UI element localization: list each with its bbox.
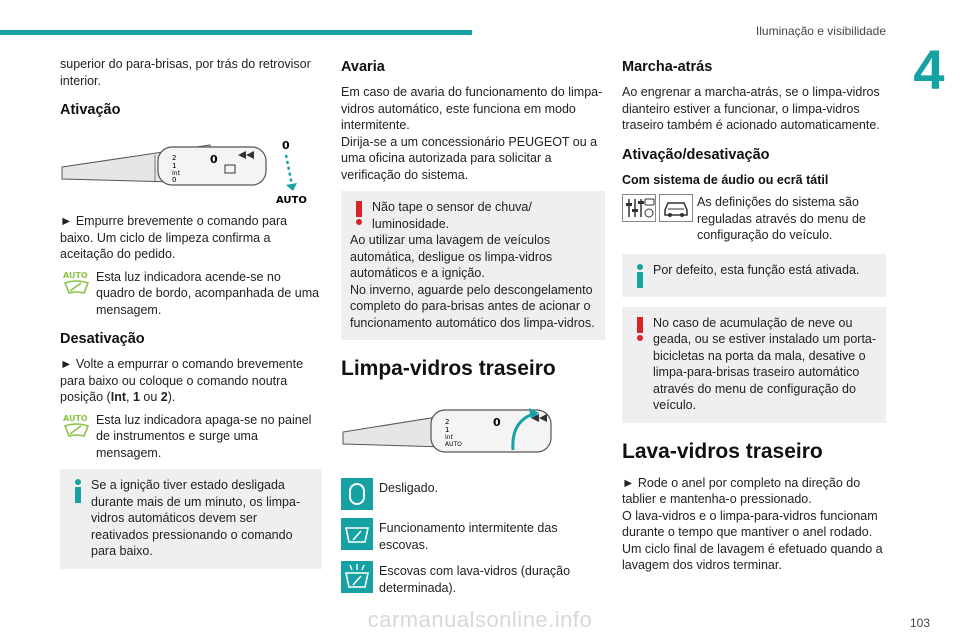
reverse-text: Ao engrenar a marcha-atrás, se o limpa-vidros dianteiro estiver a funcionar, o limpa-vidros traseiro também é acionado automaticamente. bbox=[622, 85, 880, 132]
warning-line-1: Não tape o sensor de chuva/ luminosidade. bbox=[372, 200, 532, 231]
activation-indicator-text: Esta luz indicadora acende-se no quadro de bordo, acompanhada de uma mensagem. bbox=[96, 269, 320, 317]
settings-row bbox=[622, 194, 886, 244]
svg-text:0: 0 bbox=[282, 139, 290, 152]
rear-wiper-item-off bbox=[341, 478, 605, 510]
info-icon bbox=[69, 478, 87, 504]
rear-wiper-item-text: Funcionamento intermitente das escovas. bbox=[379, 521, 558, 552]
warning-para-3: No inverno, aguarde pelo descongelamento completo do para-brisas antes de acionar o funcionamento automático dos limpa-vidros. bbox=[350, 282, 595, 330]
column-2 bbox=[341, 56, 605, 604]
svg-text:0: 0 bbox=[210, 153, 218, 166]
watermark: carmanualsonline.info bbox=[367, 607, 593, 632]
rear-wiper-item-text: Escovas com lava-vidros (duração determinada). bbox=[379, 564, 571, 595]
info-note-text: Se a ignição tiver estado desligada durante mais de um minuto, os limpa-vidros automáticos devem ser reativados pressionando o comando para baixo. bbox=[91, 478, 301, 558]
avaria-text-2: Dirija-se a um concessionário PEUGEOT ou a uma oficina autorizada para solicitar a verificação do sistema. bbox=[341, 134, 598, 182]
wiper-off-icon bbox=[341, 478, 373, 510]
svg-text:AUTO: AUTO bbox=[63, 270, 88, 280]
warning-para-2: Ao utilizar uma lavagem de veículos automática, desligue os limpa-vidros automáticos e a ignição. bbox=[350, 233, 553, 280]
column-1 bbox=[60, 56, 322, 577]
svg-text:Int: Int bbox=[172, 170, 180, 177]
svg-text:2: 2 bbox=[172, 154, 177, 162]
svg-text:AUTO: AUTO bbox=[63, 413, 88, 423]
avaria-text-1: Em caso de avaria do funcionamento do limpa-vidros automático, este funciona em modo intermitente. bbox=[341, 85, 603, 132]
svg-text:1: 1 bbox=[445, 426, 450, 434]
rear-wiper-heading: Limpa-vidros traseiro bbox=[341, 357, 556, 380]
wiper-stalk-illustration bbox=[60, 127, 322, 205]
column-3 bbox=[622, 56, 886, 580]
info-note bbox=[622, 254, 886, 297]
svg-text:AUTO: AUTO bbox=[445, 441, 462, 448]
svg-text:1: 1 bbox=[172, 162, 177, 170]
svg-text:0: 0 bbox=[493, 416, 501, 429]
warning-icon bbox=[631, 316, 649, 342]
info-note-text: Por defeito, esta função está ativada. bbox=[653, 262, 860, 277]
wiper-washer-icon bbox=[341, 561, 373, 593]
activation-step: ► Empurre brevemente o comando para baixo. Um ciclo de limpeza confirma a aceitação do pedido. bbox=[60, 214, 288, 261]
auto-indicator-off-row bbox=[60, 412, 322, 462]
svg-text:Int: Int bbox=[445, 434, 453, 441]
page-header-title: Iluminação e visibilidade bbox=[755, 24, 886, 38]
deactivation-indicator-text: Esta luz indicadora apaga-se no painel de instrumentos e surge uma mensagem. bbox=[96, 412, 312, 460]
washer-text-2: Um ciclo final de lavagem é efetuado quando a lavagem dos vidros terminar. bbox=[622, 541, 883, 572]
washer-text-1: O lava-vidros e o limpa-para-vidros funcionam durante o tempo que mantiver o anel rodado. bbox=[622, 508, 878, 539]
page-number: 103 bbox=[909, 616, 930, 630]
activation-heading: Ativação bbox=[60, 102, 121, 118]
settings-sliders-icon bbox=[622, 194, 656, 222]
washer-step: ► Rode o anel por completo na direção do tablier e mantenha-o pressionado. bbox=[622, 475, 861, 506]
chapter-number: 4 bbox=[913, 38, 945, 101]
auto-indicator-row bbox=[60, 269, 322, 319]
vehicle-settings-icon bbox=[659, 194, 693, 222]
auto-wiper-indicator-icon bbox=[60, 269, 93, 297]
settings-text: As definições do sistema são reguladas através do menu de configuração do veículo. bbox=[697, 195, 866, 242]
rear-wiper-illustration bbox=[341, 392, 605, 470]
avaria-heading: Avaria bbox=[341, 59, 385, 75]
rear-wiper-stalk-icon bbox=[341, 392, 605, 470]
wiper-stalk-icon bbox=[60, 127, 322, 205]
warning-icon bbox=[350, 200, 368, 226]
warning-note-text: No caso de acumulação de neve ou geada, ou se estiver instalado um porta-bicicletas na porta da mala, desative o limpa-para-brisas traseiro automático através do menu de configuração do veículo. bbox=[653, 315, 877, 412]
header-accent-bar bbox=[0, 30, 472, 35]
rear-wiper-item-intermittent bbox=[341, 518, 605, 553]
svg-text:0: 0 bbox=[172, 176, 177, 184]
info-note bbox=[60, 469, 322, 569]
auto-label: AUTO bbox=[276, 195, 307, 205]
warning-note bbox=[622, 307, 886, 423]
auto-wiper-indicator-icon bbox=[60, 412, 93, 440]
rear-washer-heading: Lava-vidros traseiro bbox=[622, 439, 823, 463]
wiper-intermittent-icon bbox=[341, 518, 373, 550]
reverse-heading: Marcha-atrás bbox=[622, 59, 713, 75]
audio-system-subheading: Com sistema de áudio ou ecrã tátil bbox=[622, 172, 829, 187]
svg-text:2: 2 bbox=[445, 418, 450, 426]
deactivation-step: ► Volte a empurrar o comando brevemente para baixo ou coloque o comando noutra posição (Int, 1 ou 2). bbox=[60, 357, 304, 404]
info-icon bbox=[631, 263, 649, 289]
activation-deactivation-heading: Ativação/desativação bbox=[622, 146, 770, 163]
intro-text: superior do para-brisas, por trás do retrovisor interior. bbox=[60, 57, 311, 88]
deactivation-heading: Desativação bbox=[60, 331, 145, 347]
warning-note bbox=[341, 191, 605, 340]
rear-wiper-item-washer bbox=[341, 561, 605, 596]
rear-wiper-item-text: Desligado. bbox=[379, 481, 439, 495]
